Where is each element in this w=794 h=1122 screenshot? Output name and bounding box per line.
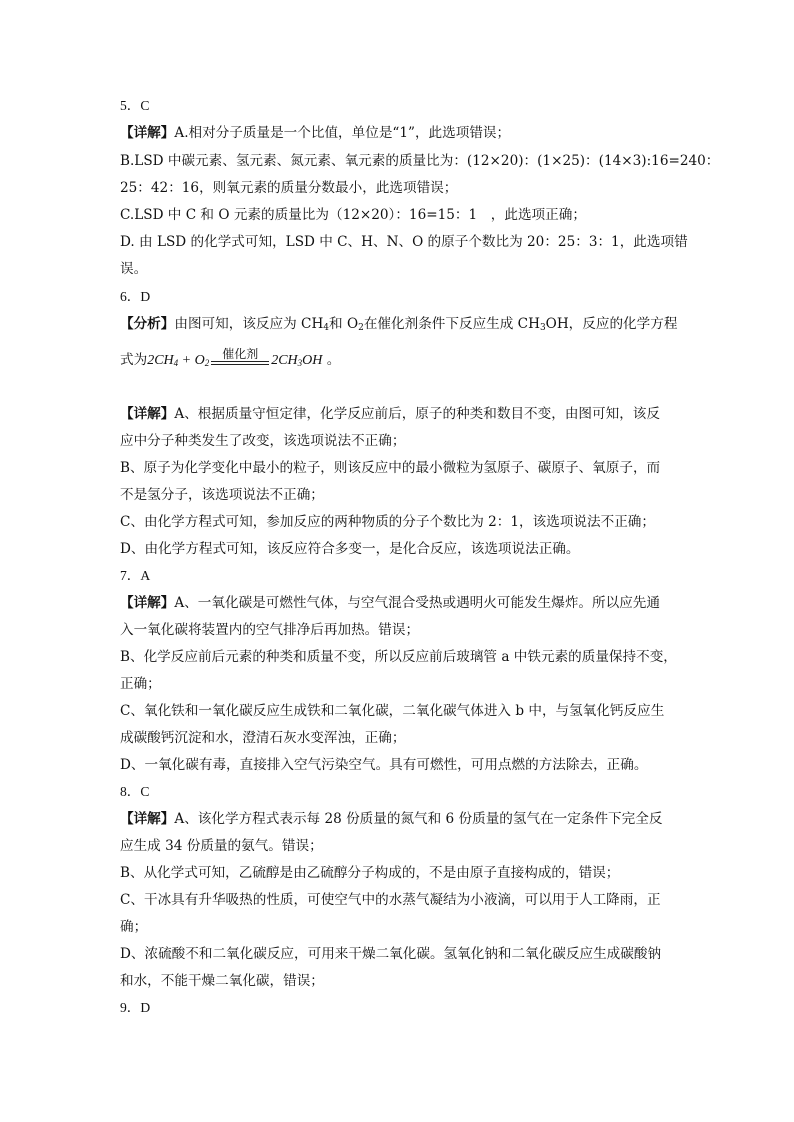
detail-tag: 【详解】 xyxy=(120,811,175,827)
q5-option-d: D. 由 LSD 的化学式可知，LSD 中 C、H、N、O 的原子个数比为 20：25：3：1，此选项错 xyxy=(120,234,688,250)
q5-line-1 xyxy=(120,123,510,143)
q7-detail-line-5: C、氧化铁和一氧化碳反应生成铁和二氧化碳，二氧化碳气体进入 b 中，与氢氧化钙反应生 xyxy=(120,703,665,719)
q6-detail-line-6: D、由化学方程式可知，该反应符合多变一，是化合反应，该选项说法正确。 xyxy=(120,541,580,557)
q6-detail-line-5: C、由化学方程式可知，参加反应的两种物质的分子个数比为 2：1，该选项说法不正确； xyxy=(120,514,655,530)
q5-option-b-cont: 25：42：16，则氧元素的质量分数最小，此选项错误； xyxy=(120,180,458,196)
question-9-answer: 9．D xyxy=(120,1000,151,1015)
q6-analysis-equation-line: 式为$2CH_4 + O_2$ 催化剂 $2CH_3OH$ 。 xyxy=(120,350,340,371)
question-7-answer: 7．A xyxy=(120,568,151,583)
q6-detail-line-4: 不是氢分子，该选项说法不正确； xyxy=(120,487,324,503)
q7-detail-line-3: B、化学反应前后元素的种类和质量不变，所以反应前后玻璃管 a 中铁元素的质量保持不变， xyxy=(120,649,677,665)
q5-option-d-cont: 误。 xyxy=(120,261,148,277)
chemical-equation: $2CH_4 + O_2$ 催化剂 $2CH_3OH$ xyxy=(147,353,322,368)
q7-detail-line-6: 成碳酸钙沉淀和水，澄清石灰水变浑浊，正确； xyxy=(120,730,406,746)
q8-detail-line-7: 和水，不能干燥二氧化碳，错误； xyxy=(120,973,324,989)
detail-tag: 【详解】 xyxy=(120,406,175,422)
q8-detail-line-4: C、干冰具有升华吸热的性质，可使空气中的水蒸气凝结为小液滴，可以用于人工降雨，正 xyxy=(120,892,661,908)
q5-option-b: B.LSD 中碳元素、氢元素、氮元素、氧元素的质量比为：(12×20)：(1×25)：(14×3):16=240： xyxy=(120,153,720,169)
detail-tag: 【详解】 xyxy=(120,125,175,141)
q6-detail-line-2: 应中分子种类发生了改变，该选项说法不正确； xyxy=(120,433,406,449)
question-5-answer: 5．C xyxy=(120,98,150,113)
q7-detail-line-7: D、一氧化碳有毒，直接排入空气污染空气。具有可燃性，可用点燃的方法除去，正确。 xyxy=(120,757,648,773)
q8-detail-line-6: D、浓硫酸不和二氧化碳反应，可用来干燥二氧化碳。氢氧化钠和二氧化碳反应生成碳酸钠 xyxy=(120,946,662,962)
q6-analysis-line-1: 【分析】由图可知，该反应为 $CH_4$和 $O_2$在催化剂条件下反应生成 $CH_3OH$，反应的化学方程 xyxy=(120,316,678,333)
question-8-answer: 8．C xyxy=(120,784,150,799)
detail-tag: 【详解】 xyxy=(120,595,175,611)
q5-option-a: A.相对分子质量是一个比值，单位是“1”，此选项错误； xyxy=(174,125,511,141)
question-6-answer: 6．D xyxy=(120,289,151,304)
q8-detail-line-1: 【详解】A、该化学方程式表示每 28 份质量的氮气和 6 份质量的氢气在一定条件下完全反 xyxy=(120,811,663,827)
q6-detail-line-1: 【详解】A、根据质量守恒定律，化学反应前后，原子的种类和数目不变，由图可知，该反 xyxy=(120,406,660,422)
q7-detail-line-4: 正确； xyxy=(120,676,161,692)
q8-detail-line-2: 应生成 34 份质量的氨气。错误； xyxy=(120,838,323,854)
q5-option-c: C.LSD 中 C 和 O 元素的质量比为（12×20）：16=15：1 ，此选项正确； xyxy=(120,207,586,223)
q6-detail-line-3: B、原子为化学变化中最小的粒子，则该反应中的最小微粒为氢原子、碳原子、氧原子，而 xyxy=(120,460,661,476)
catalyst-double-line-arrow xyxy=(211,346,269,371)
catalyst-label: 催化剂 xyxy=(222,346,259,361)
analysis-tag: 【分析】 xyxy=(120,316,175,332)
q7-detail-line-1: 【详解】A、一氧化碳是可燃性气体，与空气混合受热或遇明火可能发生爆炸。所以应先通 xyxy=(120,595,660,611)
q8-detail-line-5: 确； xyxy=(120,919,148,935)
q8-detail-line-3: B、从化学式可知，乙硫醇是由乙硫醇分子构成的，不是由原子直接构成的，错误； xyxy=(120,865,620,881)
q7-detail-line-2: 入一氧化碳将装置内的空气排净后再加热。错误； xyxy=(120,622,420,638)
